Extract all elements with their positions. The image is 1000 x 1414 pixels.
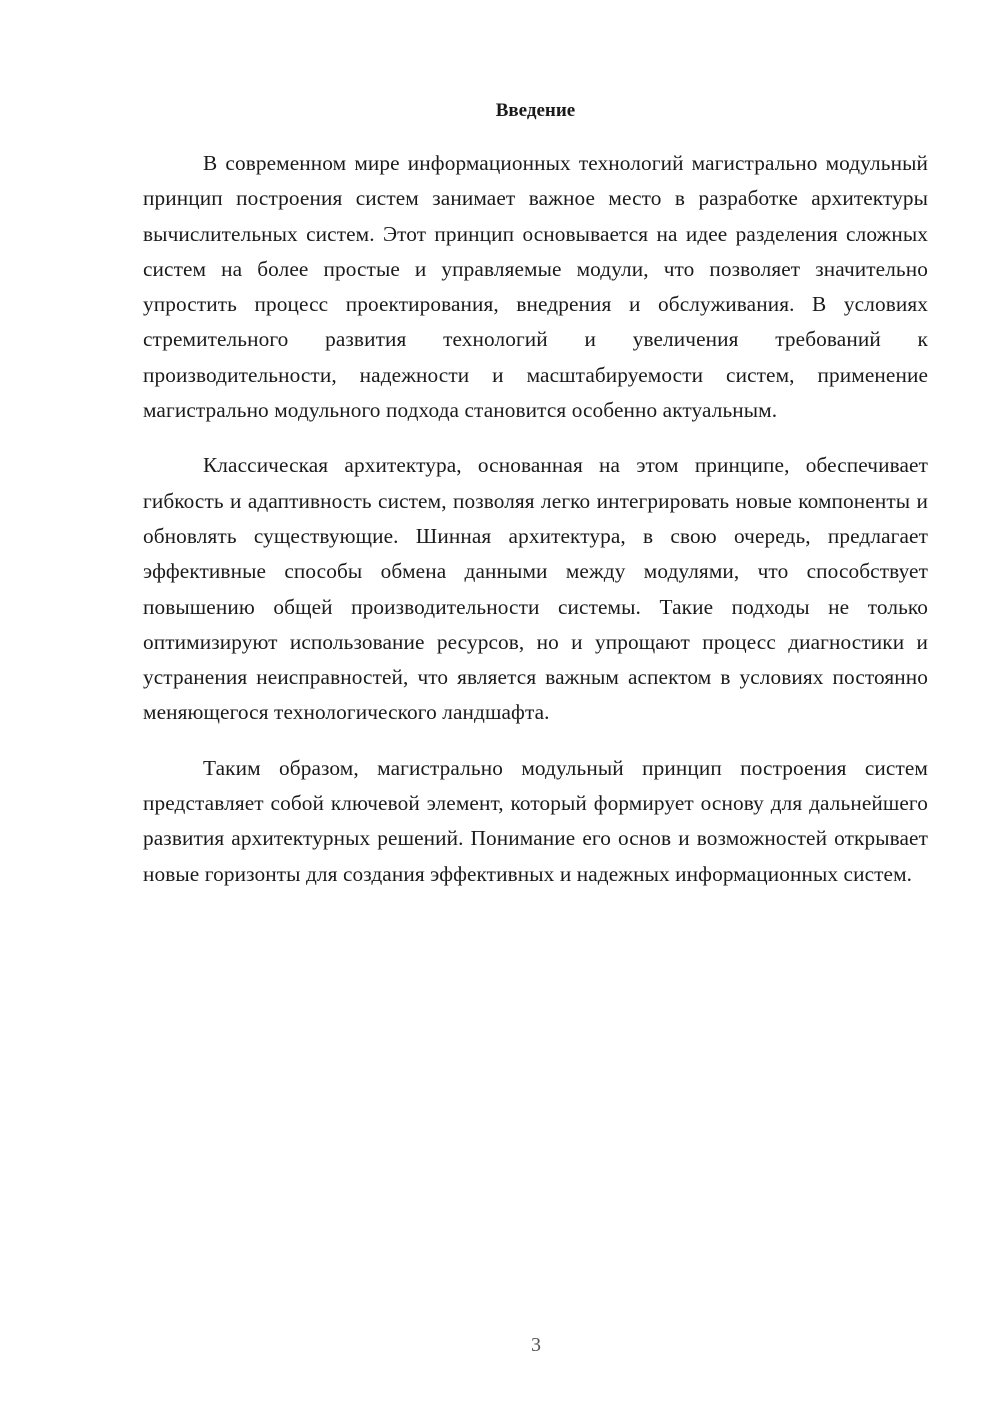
page-content bbox=[143, 98, 928, 912]
paragraph-2: Классическая архитектура, основанная на этом принципе, обеспечивает гибкость и адаптивность систем, позволяя легко интегрировать новые компоненты и обновлять существующие. Шинная архитектура, в свою очередь, предлагает эффективные способы обмена данными между модулями, что способствует повышению общей производительности системы. Такие подходы не только оптимизируют использование ресурсов, но и упрощают процесс диагностики и устранения неисправностей, что является важным аспектом в условиях постоянно меняющегося технологического ландшафта. bbox=[143, 453, 928, 725]
paragraph-3: Таким образом, магистрально модульный принцип построения систем представляет собой ключевой элемент, который формирует основу для дальнейшего развития архитектурных решений. Понимание его основ и возможностей открывает новые горизонты для создания эффективных и надежных информационных систем. bbox=[143, 755, 928, 886]
section-heading: Введение bbox=[495, 100, 576, 121]
page-number: 3 bbox=[531, 1334, 541, 1356]
paragraph-1: В современном мире информационных технологий магистрально модульный принцип построения систем занимает важное место в разработке архитектуры вычислительных систем. Этот принцип основывается на идее разделения сложных систем на более простые и управляемые модули, что позволяет значительно упростить процесс проектирования, внедрения и обслуживания. В условиях стремительного развития технологий и увеличения требований к производительности, надежности и масштабируемости систем, применение магистрально модульного подхода становится особенно актуальным. bbox=[143, 151, 928, 423]
